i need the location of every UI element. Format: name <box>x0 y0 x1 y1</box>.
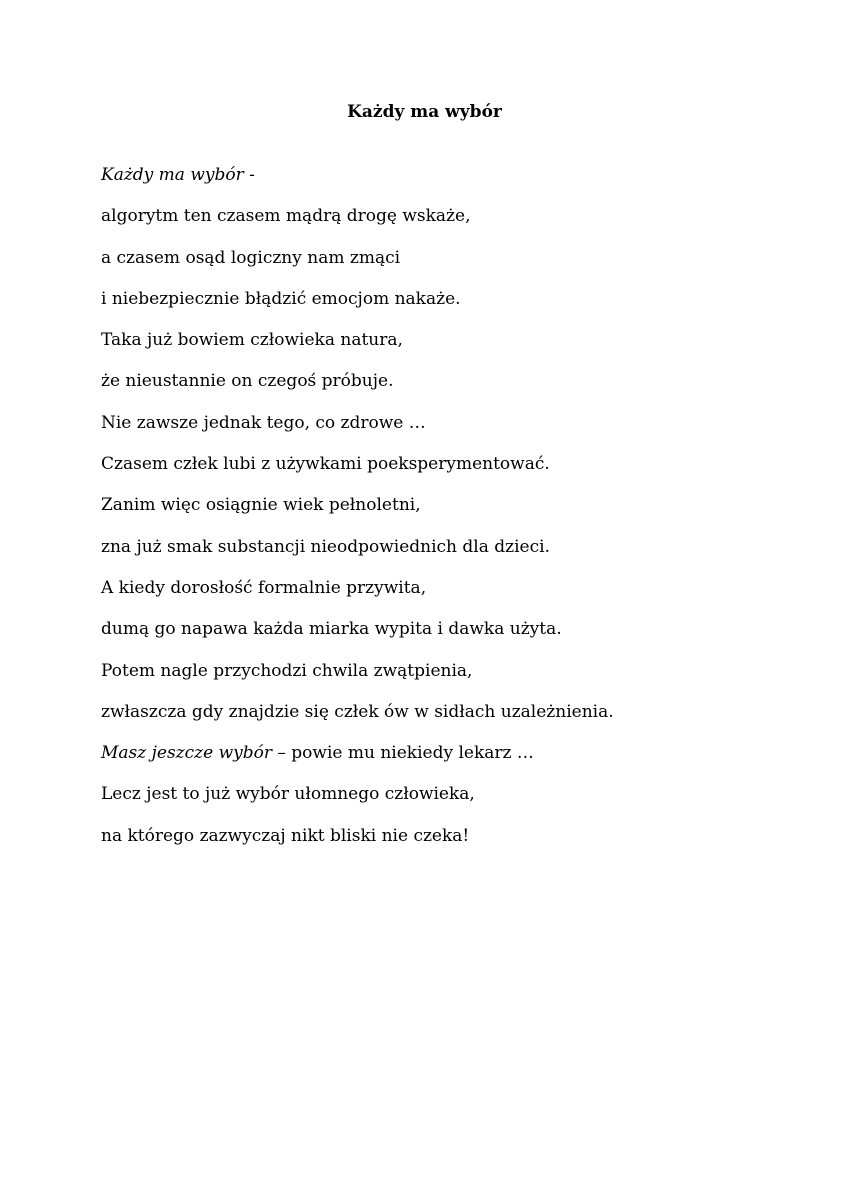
poem-line-text: zwłaszcza gdy znajdzie się człek ów w sidłach uzależnienia. <box>101 701 614 722</box>
poem-line-text: Nie zawsze jednak tego, co zdrowe … <box>101 412 426 433</box>
poem-line-text: – powie mu niekiedy lekarz … <box>271 743 534 764</box>
poem-line <box>101 701 614 742</box>
poem-line-text: - <box>243 165 255 185</box>
poem-line-text: zna już smak substancji nieodpowiednich dla dzieci. <box>101 536 550 557</box>
poem-line <box>101 536 614 577</box>
poem-line-text: Czasem człek lubi z używkami poeksperymentować. <box>101 454 550 475</box>
poem-line <box>101 453 614 494</box>
poem-line-text: algorytm ten czasem mądrą drogę wskaże, <box>101 206 471 227</box>
poem-line <box>101 783 614 824</box>
poem-line-text: A kiedy dorosłość formalnie przywita, <box>101 577 427 598</box>
poem-body <box>101 164 614 866</box>
poem-line <box>101 577 614 618</box>
poem-line <box>101 494 614 535</box>
poem-line <box>101 618 614 659</box>
poem-line-italic: Każdy ma wybór <box>101 165 244 185</box>
poem-line-text: Lecz jest to już wybór ułomnego człowieka, <box>101 784 475 805</box>
poem-line <box>101 370 614 411</box>
poem-line-text: na którego zazwyczaj nikt bliski nie czeka! <box>101 825 470 846</box>
poem-line <box>101 205 614 246</box>
poem-line <box>101 164 614 205</box>
poem-line <box>101 742 614 783</box>
poem-line <box>101 412 614 453</box>
poem-line-text: i niebezpiecznie błądzić emocjom nakaże. <box>101 288 461 309</box>
poem-line <box>101 288 614 329</box>
poem-line <box>101 247 614 288</box>
poem-line <box>101 825 614 866</box>
poem-line-text: Potem nagle przychodzi chwila zwątpienia, <box>101 660 473 681</box>
poem-line-text: dumą go napawa każda miarka wypita i dawka użyta. <box>101 619 562 640</box>
poem-line-text: Taka już bowiem człowieka natura, <box>101 330 403 351</box>
poem-line <box>101 660 614 701</box>
poem-line-text: a czasem osąd logiczny nam zmąci <box>101 247 401 268</box>
poem-line-italic: Masz jeszcze wybór <box>101 743 272 764</box>
poem-line-text: Zanim więc osiągnie wiek pełnoletni, <box>101 495 421 516</box>
poem-line <box>101 329 614 370</box>
poem-title: Każdy ma wybór <box>347 102 502 122</box>
poem-line-text: że nieustannie on czegoś próbuje. <box>101 371 394 392</box>
